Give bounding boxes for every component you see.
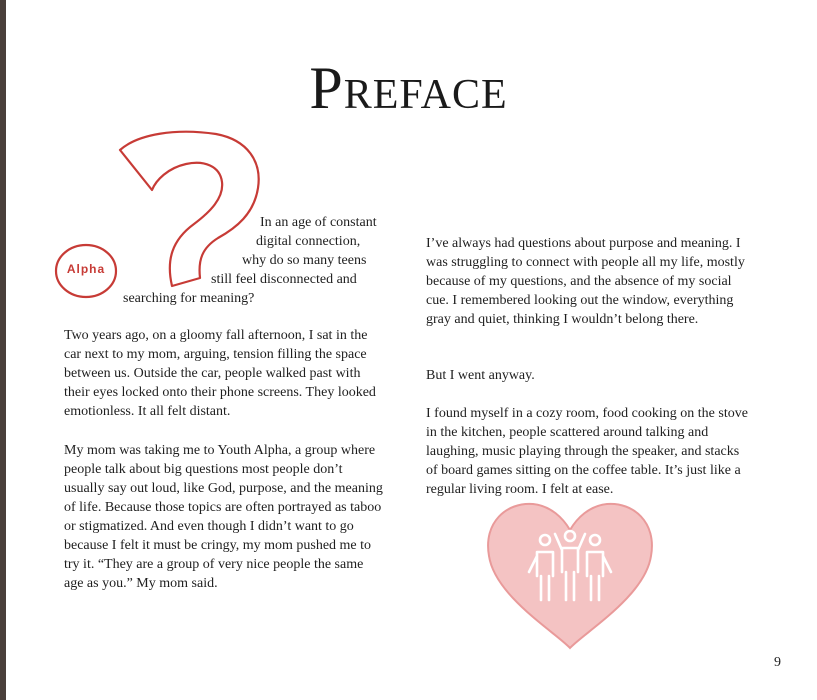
body-paragraph: I found myself in a cozy room, food cooking on the stove in the kitchen, people scattered around talking and laughing, music playing through the speaker, and stacks of board games sitting on the coffee table. It’s just like a regular living room. I felt at ease. bbox=[426, 406, 748, 497]
intro-line: digital connection, bbox=[256, 234, 361, 249]
body-paragraph: I’ve always had questions about purpose and meaning. I was struggling to connect with people all my life, mostly because of my questions, and the absence of my social cue. I remembered looking out the window, everything gray and quiet, thinking I wouldn’t belong there. bbox=[426, 236, 745, 327]
body-paragraph: But I went anyway. bbox=[426, 368, 535, 383]
page-title: Preface bbox=[309, 55, 508, 121]
intro-line: still feel disconnected and bbox=[211, 272, 357, 287]
body-paragraph: My mom was taking me to Youth Alpha, a group where people talk about big questions most people don’t usually say out loud, like God, purpose, and the meaning of life. Because those topics are often portrayed as taboo or stigmatized. And even though I didn’t want to go because I felt it must be cringy, my mom pushed me to try it. “They are a group of very nice people the same age as you.” My mom said. bbox=[64, 443, 383, 591]
intro-line: In an age of constant bbox=[260, 215, 377, 230]
alpha-logo-text: Alpha bbox=[66, 262, 106, 276]
intro-line: searching for meaning? bbox=[123, 291, 255, 306]
heart-people-icon bbox=[485, 500, 655, 652]
body-paragraph: Two years ago, on a gloomy fall afternoon, I sat in the car next to my mom, arguing, tension filling the space between us. Outside the car, people walked past with their eyes locked onto their phone screens. They looked emotionless. It all felt distant. bbox=[64, 328, 376, 419]
page-number: 9 bbox=[774, 655, 781, 670]
intro-line: why do so many teens bbox=[242, 253, 367, 268]
